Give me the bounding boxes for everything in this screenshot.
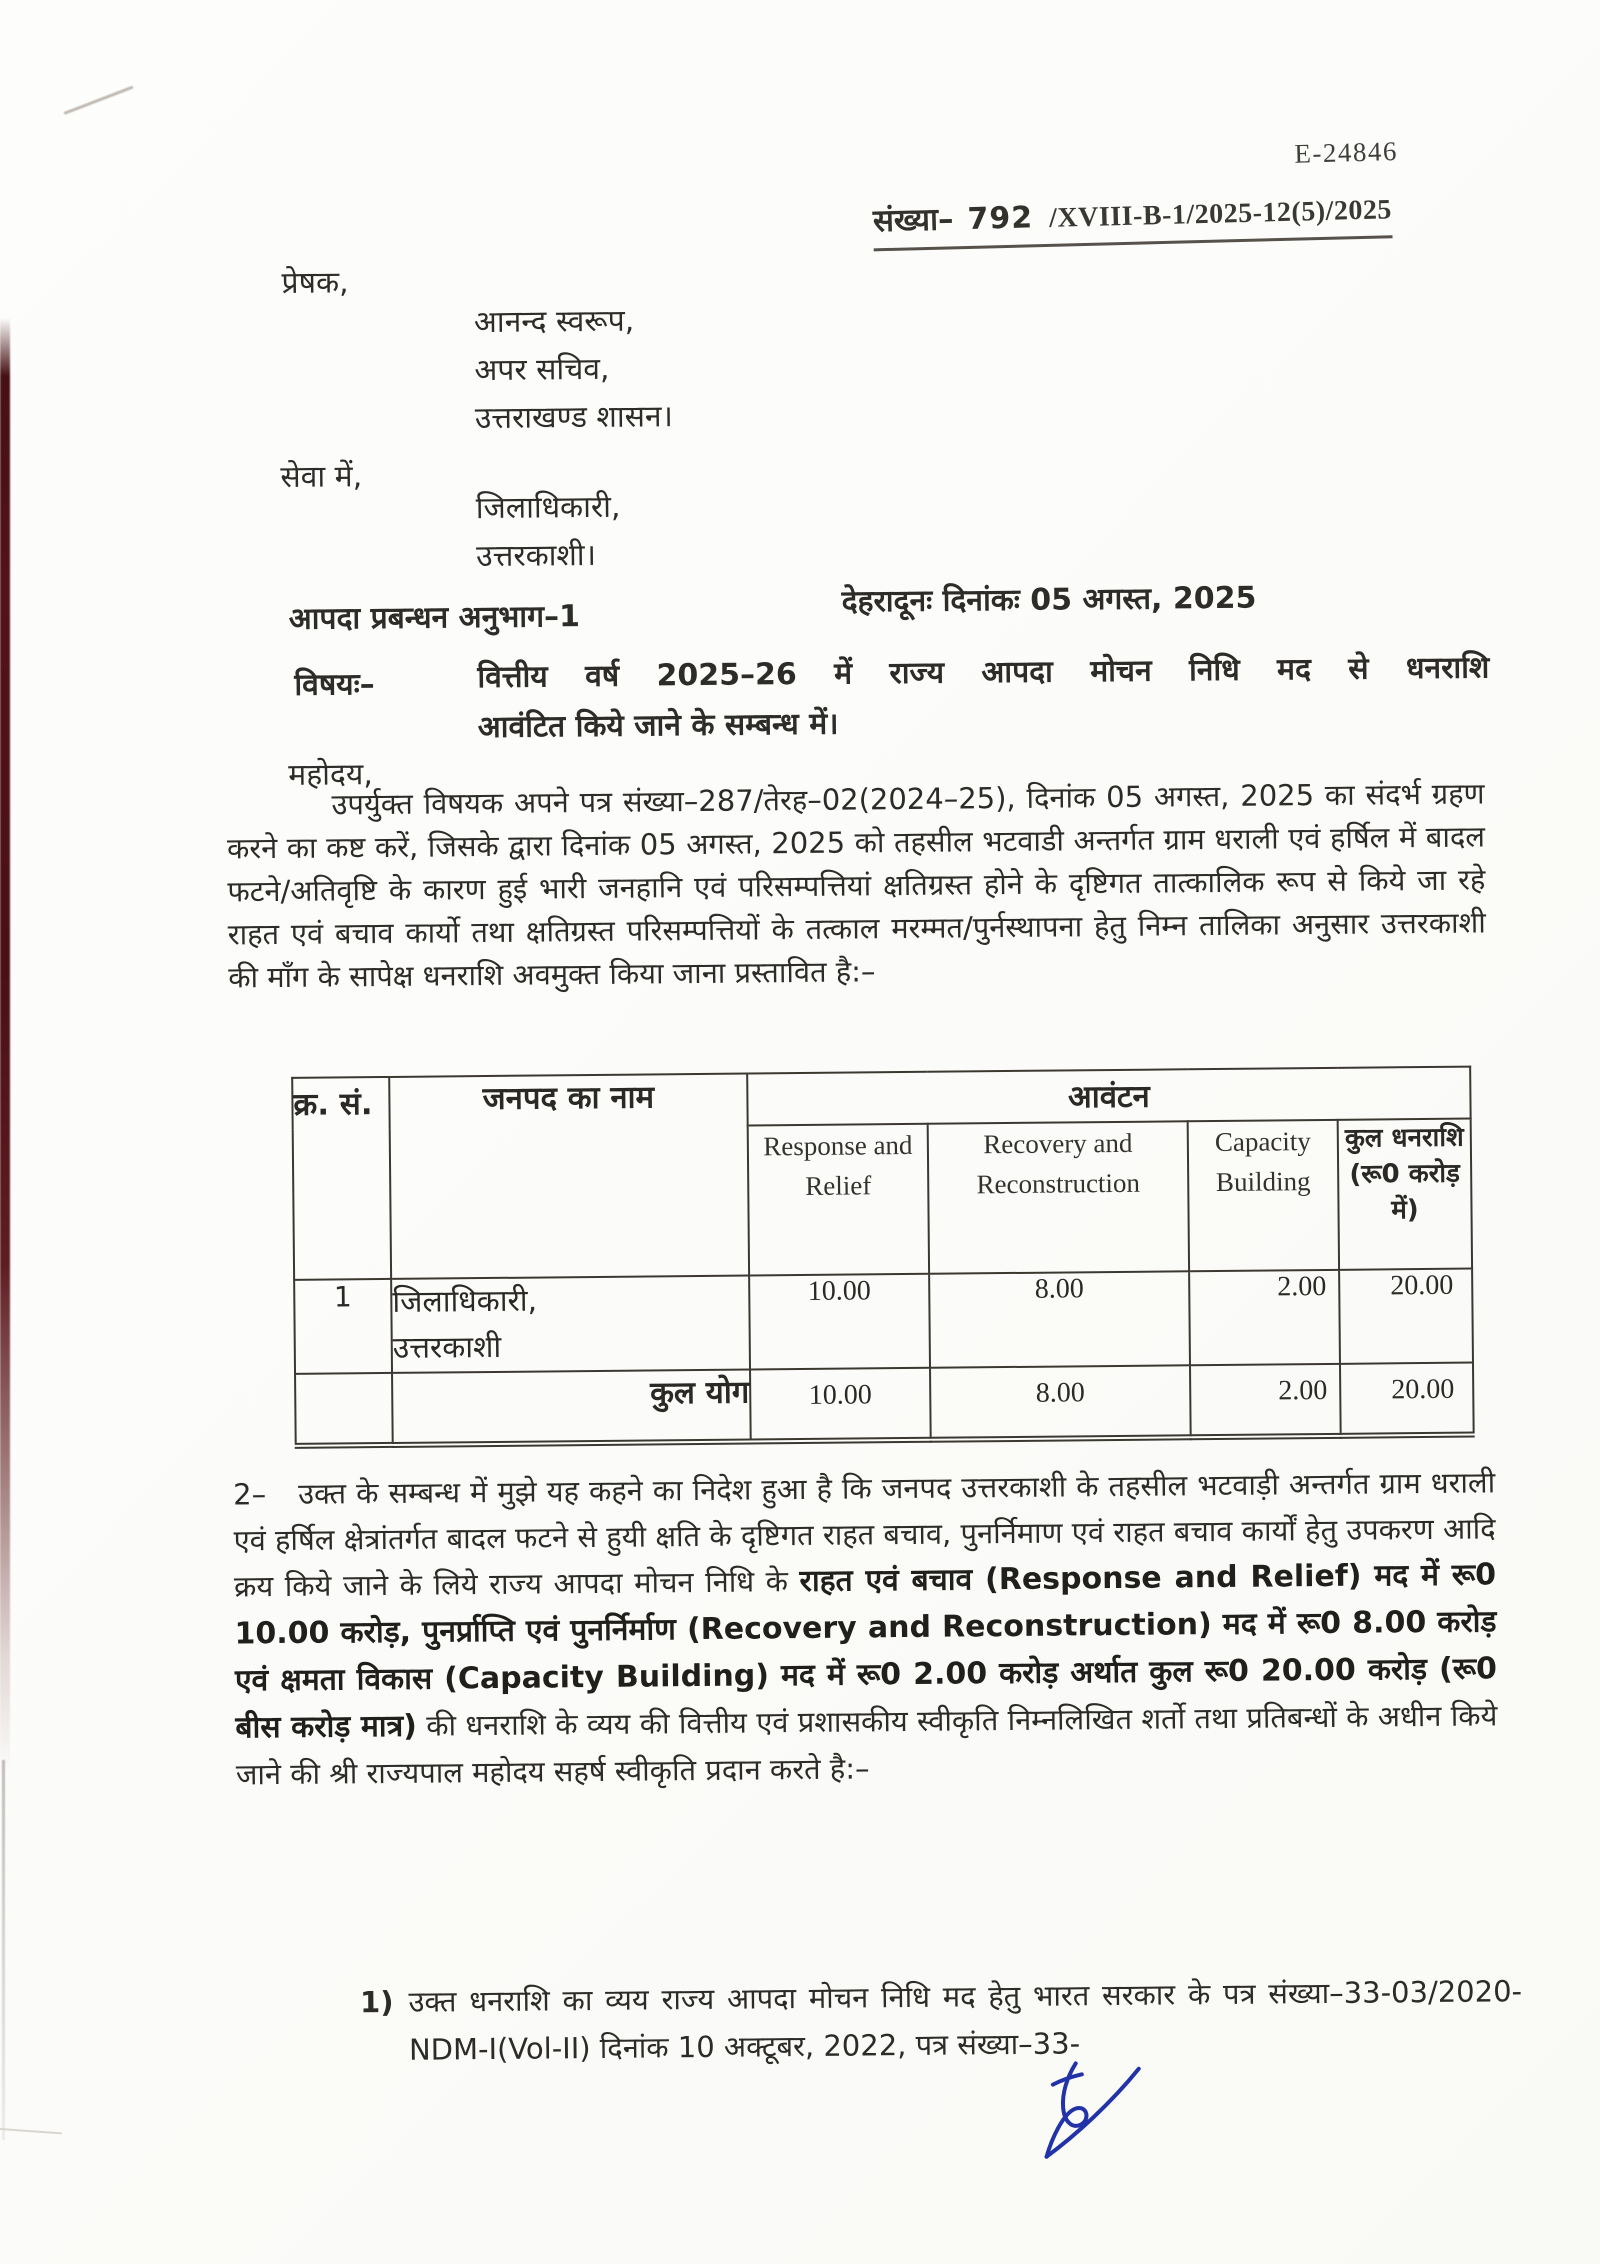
column-header-recovery-reconstruction: Recovery and Reconstruction (928, 1121, 1189, 1273)
total-capacity-building: 2.00 (1190, 1364, 1341, 1437)
cell-capacity-building: 2.00 (1189, 1270, 1340, 1365)
sender-designation: अपर सचिव, (474, 351, 610, 389)
cell-empty (295, 1373, 393, 1446)
sender-name: आनन्द स्वरूप, (473, 303, 635, 341)
column-header-response-relief: Response and Relief (748, 1124, 929, 1276)
letter-number-value: 792 (967, 200, 1034, 237)
table-row (294, 1269, 1473, 1374)
scan-edge-artifact-lower (2, 1760, 5, 2140)
list-item-marker: 1) (359, 1984, 394, 2020)
table-total-row (295, 1363, 1474, 1446)
subject-label: विषयः– (294, 667, 375, 703)
total-amount: 20.00 (1340, 1363, 1474, 1436)
column-header-serial-no: क्र. सं. (292, 1077, 391, 1280)
list-item-text: उक्त धनराशि का व्यय राज्य आपदा मोचन निधि मद हेतु भारत सरकार के पत्र संख्या–33-03/2020-NDM-I(Vol-II) दिनांक 10 अक्टूबर, 2022, पत्र संख्या–33- (408, 1974, 1523, 2067)
file-ref-code: E-24846 (1293, 135, 1399, 169)
sender-address (474, 297, 673, 443)
cell-district-name (391, 1276, 750, 1373)
total-recovery-reconstruction: 8.00 (930, 1365, 1191, 1439)
sender-organisation: उत्तराखण्ड शासन। (474, 399, 674, 437)
column-header-allocation: आवंटन (747, 1067, 1470, 1126)
total-label: कुल योग (392, 1369, 751, 1444)
letter-number-line (872, 186, 1392, 251)
body-paragraph-1: उपर्युक्त विषयक अपने पत्र संख्या–287/तेरह–02(2024–25), दिनांक 05 अगस्त, 2025 का संदर्भ ग्रहण करने का कष्ट करें, जिसके द्वारा दिनांक 05 अगस्त, 2025 को तहसील भटवाडी अन्तर्गत ग्राम धराली एवं हर्षिल में बादल फटने/अतिवृष्टि के कारण हुई भारी जनहानि एवं परिसम्पत्तियां क्षतिग्रस्त होने के दृष्टिगत तात्कालिक रूप से किये जा रहे राहत एवं बचाव कार्यो तथा क्षतिग्रस्त परिसम्पत्तियों के तत्काल मरम्मत/पुर्नस्थापना हेतु निम्न तालिका अनुसार उत्तरकाशी की माँग के सापेक्ष धनराशि अवमुक्त किया जाना प्रस्तावित है:– (226, 776, 1486, 995)
paragraph-2-text: उक्त के सम्बन्ध में मुझे यह कहने का निदेश हुआ है कि जनपद उत्तरकाशी के तहसील भटवाड़ी अन्तर्गत ग्राम धराली एवं हर्षिल क्षेत्रांतर्गत बादल फटने से हुयी क्षति के दृष्टिगत राहत बचाव, पुनर्निमाण एवं राहत बचाव कार्यों हेतु उपकरण आदि क्रय किये जाने के लिये राज्य आपदा मोचन निधि के राहत एवं बचाव (Response and Relief) मद में रू0 10.00 करोड़, पुनर्प्राप्ति एवं पुनर्निर्माण (Recovery and Reconstruction) मद में रू0 8.00 करोड़ एवं क्षमता विकास (Capacity Building) मद में रू0 2.00 करोड़ अर्थात कुल रू0 20.00 करोड़ (रू0 बीस करोड़ मात्र) की धनराशि के व्यय की वित्तीय एवं प्रशासकीय स्वीकृति निम्नलिखित शर्तो तथा प्रतिबन्धों के अधीन किये जाने की श्री राज्यपाल महोदय सहर्ष स्वीकृति प्रदान करते है:– (233, 1465, 1498, 1792)
sender-label: प्रेषक, (281, 265, 349, 301)
recipient-address (476, 484, 622, 581)
handwritten-signature (1013, 2052, 1182, 2202)
subject-line-1: वित्तीय वर्ष 2025–26 में राज्य आपदा मोचन निधि मद से धनराशि (477, 650, 1490, 696)
condition-list-item-1 (360, 1967, 1523, 2074)
column-header-capacity-building: Capacity Building (1188, 1120, 1339, 1271)
cell-recovery-reconstruction: 8.00 (929, 1271, 1190, 1367)
recipient-label: सेवा में, (280, 459, 363, 495)
district-name-text: जिलाधिकारी, उत्तरकाशी (392, 1283, 538, 1366)
total-response-relief: 10.00 (750, 1368, 931, 1442)
recipient-designation: जिलाधिकारी, (475, 489, 621, 527)
salutation: महोदय, (288, 757, 373, 793)
column-header-total-amount: कुल धनराशि (रू0 करोड़ में) (1338, 1119, 1472, 1270)
place-and-date: देहरादूनः दिनांकः 05 अगस्त, 2025 (841, 580, 1257, 620)
letter-number-label: संख्या– (872, 201, 955, 240)
column-header-district-name: जनपद का नाम (389, 1074, 749, 1279)
paragraph-2-marker: 2– (233, 1477, 267, 1512)
subject-line-2: आवंटित किये जाने के सम्बन्ध में। (477, 706, 839, 746)
cell-serial-no: 1 (294, 1279, 392, 1374)
cell-total-amount: 20.00 (1339, 1269, 1473, 1364)
department-section: आपदा प्रबन्धन अनुभाग–1 (288, 599, 581, 637)
cell-response-relief: 10.00 (749, 1274, 930, 1370)
allocation-table (291, 1066, 1475, 1449)
recipient-district: उत्तरकाशी। (476, 537, 597, 575)
letter-number-file-ref: /XVIII-B-1/2025-12(5)/2025 (1048, 194, 1393, 234)
body-paragraph-2 (233, 1459, 1498, 1797)
subject-text (477, 643, 1490, 753)
